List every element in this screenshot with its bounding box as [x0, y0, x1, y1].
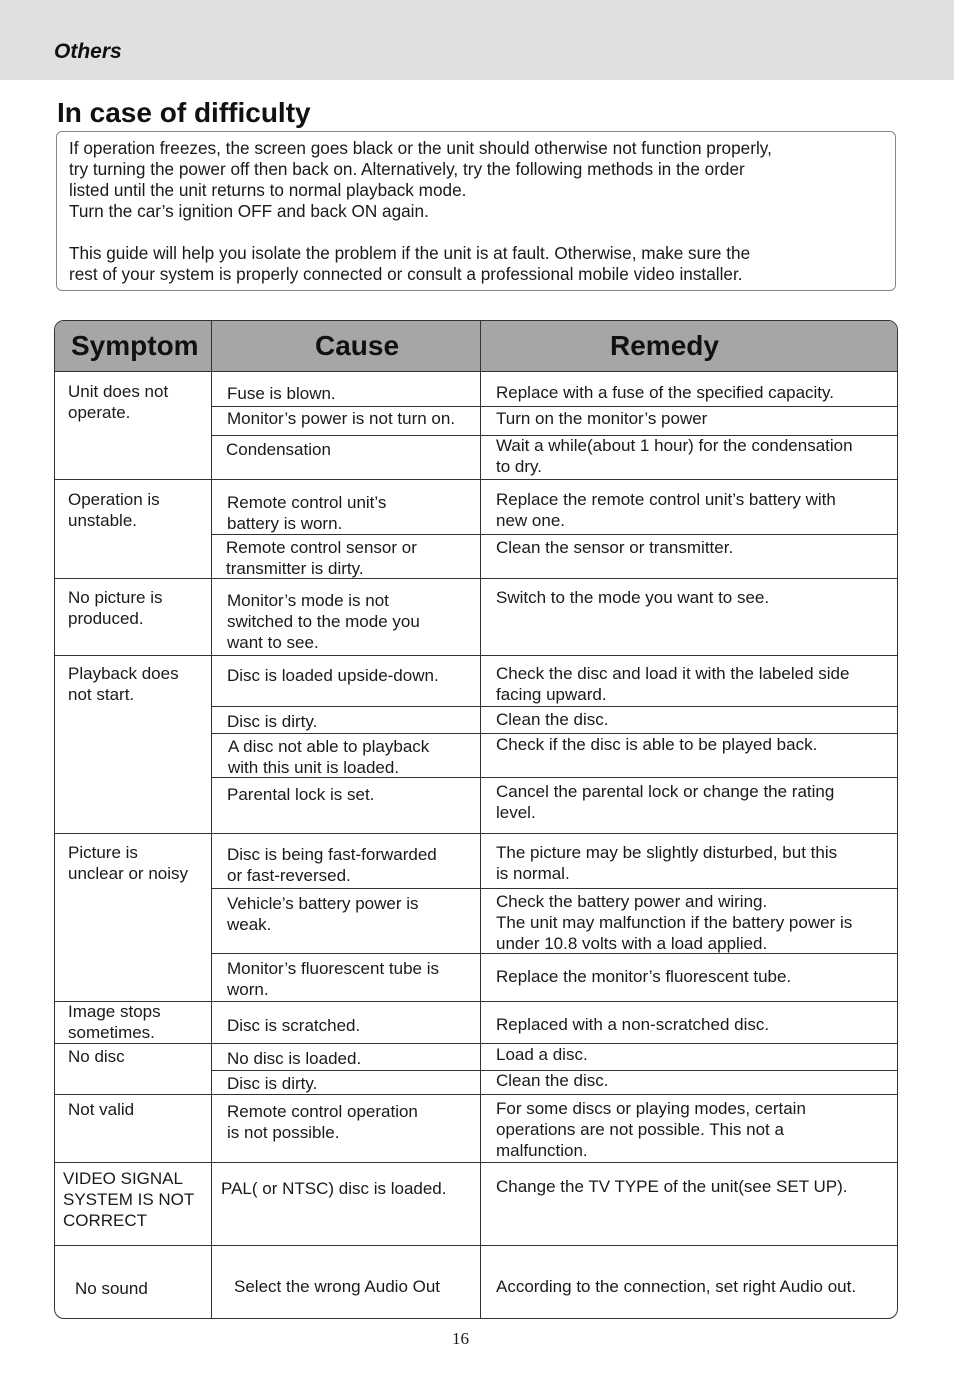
intro-paragraph: If operation freezes, the screen goes black or the unit should otherwise not function properly, try turning the power off then back on. Alternatively, try the following methods in the order listed until the unit returns to normal playback mode. Turn the car’s ignition OFF and back ON again. — [69, 138, 772, 221]
symptom-cell: Not valid — [68, 1100, 135, 1119]
cause-cell: Disc is loaded upside-down. — [227, 666, 439, 685]
remedy-cell: Replace the monitor’s fluorescent tube. — [496, 967, 792, 986]
header-bar — [0, 0, 954, 80]
remedy-cell: Clean the sensor or transmitter. — [496, 538, 734, 557]
page-number: 16 — [452, 1329, 469, 1348]
remedy-header: Remedy — [610, 330, 719, 361]
table-header — [55, 321, 898, 372]
remedy-cell: Cancel the parental lock or change the rating level. — [496, 782, 835, 822]
remedy-cell: Check the disc and load it with the labeled side facing upward. — [496, 664, 850, 704]
cause-cell: Remote control operation is not possible. — [227, 1102, 418, 1142]
intro-paragraph: This guide will help you isolate the problem if the unit is at fault. Otherwise, make sure the rest of your system is properly connected or consult a professional mobile video installer. — [69, 243, 751, 284]
group-divider — [55, 1162, 898, 1163]
remedy-cell: Check if the disc is able to be played back. — [496, 735, 818, 754]
remedy-cell: According to the connection, set right Audio out. — [496, 1277, 857, 1296]
troubleshooting-table — [54, 320, 898, 1319]
cause-cell: No disc is loaded. — [227, 1049, 362, 1068]
cause-cell: Remote control sensor or transmitter is dirty. — [226, 538, 417, 578]
row-divider — [212, 534, 898, 535]
symptom-cell: No disc — [68, 1047, 125, 1066]
group-divider — [55, 1001, 898, 1002]
group-divider — [55, 1094, 898, 1095]
cause-cell: Monitor’s power is not turn on. — [227, 409, 456, 428]
cause-cell: Remote control unit’s battery is worn. — [227, 493, 387, 533]
remedy-cell: Clean the disc. — [496, 1071, 609, 1090]
cause-cell: Disc is dirty. — [227, 712, 318, 731]
group-divider — [55, 655, 898, 656]
group-divider — [55, 833, 898, 834]
remedy-cell: Change the TV TYPE of the unit(see SET UP). — [496, 1177, 848, 1196]
cause-cell: Vehicle’s battery power is weak. — [227, 894, 419, 934]
cause-cell: Monitor’s mode is not switched to the mode you want to see. — [227, 591, 420, 652]
group-divider — [55, 578, 898, 579]
symptom-cell: Playback does not start. — [68, 664, 179, 704]
column-divider — [480, 321, 481, 1319]
remedy-cell: Clean the disc. — [496, 710, 609, 729]
symptom-cell: Picture is unclear or noisy — [68, 843, 189, 883]
remedy-cell: Check the battery power and wiring. The unit may malfunction if the battery power is under 10.8 volts with a load applied. — [496, 892, 853, 953]
row-divider — [212, 888, 898, 889]
symptom-cell: No sound — [75, 1279, 148, 1298]
group-divider — [55, 1245, 898, 1246]
remedy-cell: Wait a while(about 1 hour) for the condensation to dry. — [496, 436, 853, 476]
symptom-cell: Unit does not operate. — [68, 382, 169, 422]
symptom-cell: Image stops sometimes. — [68, 1002, 161, 1042]
row-divider — [212, 706, 898, 707]
group-divider — [55, 1043, 898, 1044]
symptom-cell: No picture is produced. — [68, 588, 163, 628]
symptom-cell: VIDEO SIGNAL SYSTEM IS NOT CORRECT — [63, 1169, 195, 1230]
symptom-header: Symptom — [71, 330, 199, 361]
cause-cell: Disc is scratched. — [227, 1016, 361, 1035]
remedy-cell: For some discs or playing modes, certain operations are not possible. This not a malfunction. — [496, 1099, 806, 1160]
page-title: In case of difficulty — [57, 97, 311, 128]
cause-cell: Parental lock is set. — [227, 785, 375, 804]
cause-cell: Disc is dirty. — [227, 1074, 318, 1093]
symptom-cell: Operation is unstable. — [68, 490, 160, 530]
column-divider — [211, 321, 212, 1319]
cause-cell: Condensation — [226, 440, 331, 459]
section-label: Others — [54, 40, 122, 63]
cause-cell: A disc not able to playback with this unit is loaded. — [228, 737, 430, 777]
remedy-cell: Load a disc. — [496, 1045, 588, 1064]
cause-cell: PAL( or NTSC) disc is loaded. — [221, 1179, 447, 1198]
remedy-cell: Switch to the mode you want to see. — [496, 588, 770, 607]
remedy-cell: Replace the remote control unit’s battery with new one. — [496, 490, 836, 530]
cause-cell: Fuse is blown. — [227, 384, 336, 403]
remedy-cell: Replace with a fuse of the specified capacity. — [496, 383, 834, 402]
cause-cell: Monitor’s fluorescent tube is worn. — [227, 959, 439, 999]
remedy-cell: Turn on the monitor’s power — [496, 409, 708, 428]
row-divider — [212, 406, 898, 407]
intro-box — [56, 131, 896, 291]
cause-cell: Disc is being fast-forwarded or fast-reversed. — [227, 845, 437, 885]
cause-cell: Select the wrong Audio Out — [234, 1277, 441, 1296]
group-divider — [55, 479, 898, 480]
cause-header: Cause — [315, 330, 400, 361]
remedy-cell: Replaced with a non-scratched disc. — [496, 1015, 770, 1034]
remedy-cell: The picture may be slightly disturbed, but this is normal. — [496, 843, 838, 883]
